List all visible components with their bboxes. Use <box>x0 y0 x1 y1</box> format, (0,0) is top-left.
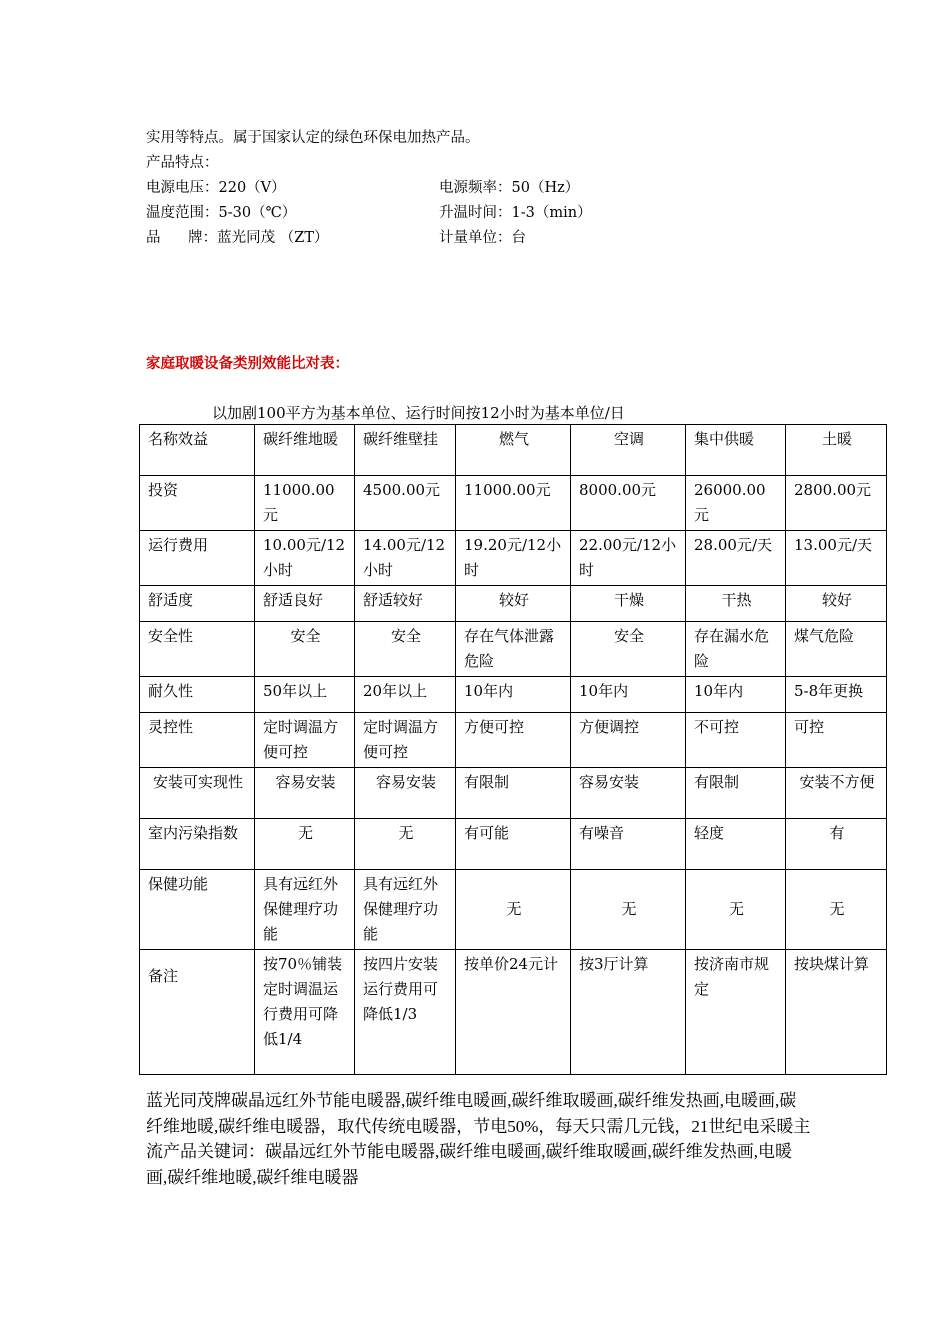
row-label: 运行费用 <box>140 531 255 586</box>
row-label: 投资 <box>140 476 255 531</box>
table-cell: 有限制 <box>686 768 786 819</box>
header-cell: 燃气 <box>456 425 571 476</box>
table-cell: 10年内 <box>456 677 571 713</box>
table-cell: 4500.00元 <box>355 476 456 531</box>
closing-paragraph: 蓝光同茂牌碳晶远红外节能电暖器,碳纤维电暖画,碳纤维取暖画,碳纤维发热画,电暖画,碳纤维地暖,碳纤维电暖器，取代传统电暖器，节电50%，每天只需几元钱，21世纪电采暖主流产品关键词：碳晶远红外节能电暖器,碳纤维电暖画,碳纤维取暖画,碳纤维发热画,电暖画,碳纤维地暖,碳纤维电暖器 <box>146 1091 811 1187</box>
table-cell: 19.20元/12小时 <box>456 531 571 586</box>
intro-line-2: 产品特点： <box>146 155 219 171</box>
row-label: 安装可实现性 <box>140 768 255 819</box>
table-cell: 轻度 <box>686 819 786 870</box>
table-cell: 安全 <box>255 622 355 677</box>
table-cell: 2800.00元 <box>786 476 887 531</box>
table-cell: 按块煤计算 <box>786 950 887 1075</box>
row-label: 安全性 <box>140 622 255 677</box>
header-cell: 碳纤维壁挂 <box>355 425 456 476</box>
table-cell: 按单价24元计 <box>456 950 571 1075</box>
table-header-row <box>140 425 887 476</box>
table-cell: 5-8年更换 <box>786 677 887 713</box>
table-cell: 不可控 <box>686 713 786 768</box>
header-cell: 名称效益 <box>140 425 255 476</box>
table-cell: 50年以上 <box>255 677 355 713</box>
comparison-table <box>139 424 887 1075</box>
table-caption: 以加剧100平方为基本单位、运行时间按12小时为基本单位/日 <box>212 404 625 422</box>
table-row <box>140 677 887 713</box>
table-row <box>140 622 887 677</box>
table-cell: 存在漏水危险 <box>686 622 786 677</box>
table-cell: 干热 <box>686 586 786 622</box>
row-label: 保健功能 <box>140 870 255 950</box>
table-cell: 按3厅计算 <box>571 950 686 1075</box>
table-cell: 无 <box>355 819 456 870</box>
table-cell: 较好 <box>786 586 887 622</box>
row-label: 舒适度 <box>140 586 255 622</box>
table-cell: 存在气体泄露危险 <box>456 622 571 677</box>
table-cell: 10年内 <box>686 677 786 713</box>
table-cell: 按70％铺装定时调温运行费用可降低1/4 <box>255 950 355 1075</box>
table-cell: 无 <box>786 870 887 950</box>
table-cell: 有 <box>786 819 887 870</box>
table-cell: 容易安装 <box>355 768 456 819</box>
table-cell: 无 <box>571 870 686 950</box>
row-label: 灵控性 <box>140 713 255 768</box>
header-cell: 集中供暖 <box>686 425 786 476</box>
table-cell: 11000.00元 <box>255 476 355 531</box>
table-cell: 方便可控 <box>456 713 571 768</box>
row-label: 备注 <box>140 950 255 1075</box>
table-cell: 可控 <box>786 713 887 768</box>
table-cell: 14.00元/12小时 <box>355 531 456 586</box>
table-row <box>140 586 887 622</box>
header-cell: 土暖 <box>786 425 887 476</box>
table-cell: 安装不方便 <box>786 768 887 819</box>
table-cell: 按济南市规定 <box>686 950 786 1075</box>
table-row <box>140 476 887 531</box>
table-cell: 13.00元/天 <box>786 531 887 586</box>
table-cell: 舒适较好 <box>355 586 456 622</box>
table-cell: 按四片安装运行费用可降低1/3 <box>355 950 456 1075</box>
table-cell: 安全 <box>571 622 686 677</box>
table-cell: 有限制 <box>456 768 571 819</box>
table-cell: 10.00元/12小时 <box>255 531 355 586</box>
table-row <box>140 713 887 768</box>
table-cell: 无 <box>255 819 355 870</box>
table-cell: 方便调控 <box>571 713 686 768</box>
table-cell: 有可能 <box>456 819 571 870</box>
row-label: 室内污染指数 <box>140 819 255 870</box>
header-cell: 空调 <box>571 425 686 476</box>
table-cell: 20年以上 <box>355 677 456 713</box>
table-cell: 无 <box>686 870 786 950</box>
table-row <box>140 950 887 1075</box>
table-cell: 26000.00元 <box>686 476 786 531</box>
table-cell: 具有远红外保健理疗功能 <box>355 870 456 950</box>
table-row <box>140 531 887 586</box>
table-cell: 容易安装 <box>571 768 686 819</box>
spec-heatup-time: 升温时间：1-3（min） <box>439 205 592 221</box>
header-cell: 碳纤维地暖 <box>255 425 355 476</box>
table-cell: 22.00元/12小时 <box>571 531 686 586</box>
table-cell: 煤气危险 <box>786 622 887 677</box>
table-row <box>140 768 887 819</box>
table-row <box>140 870 887 950</box>
spec-frequency: 电源频率：50（Hz） <box>439 180 580 196</box>
intro-line-1: 实用等特点。属于国家认定的绿色环保电加热产品。 <box>146 130 480 146</box>
table-cell: 容易安装 <box>255 768 355 819</box>
table-cell: 10年内 <box>571 677 686 713</box>
table-cell: 11000.00元 <box>456 476 571 531</box>
table-cell: 干燥 <box>571 586 686 622</box>
row-label: 耐久性 <box>140 677 255 713</box>
table-cell: 28.00元/天 <box>686 531 786 586</box>
table-title: 家庭取暖设备类别效能比对表： <box>146 356 349 372</box>
table-cell: 无 <box>456 870 571 950</box>
table-cell: 安全 <box>355 622 456 677</box>
spec-unit: 计量单位：台 <box>439 230 526 246</box>
table-cell: 舒适良好 <box>255 586 355 622</box>
spec-temperature: 温度范围：5-30（℃） <box>146 205 297 221</box>
table-cell: 定时调温方便可控 <box>355 713 456 768</box>
table-cell: 较好 <box>456 586 571 622</box>
table-cell: 8000.00元 <box>571 476 686 531</box>
table-cell: 具有远红外保健理疗功能 <box>255 870 355 950</box>
spec-brand: 品 牌：蓝光同茂 （ZT） <box>146 230 329 246</box>
table-row <box>140 819 887 870</box>
table-cell: 定时调温方便可控 <box>255 713 355 768</box>
table-cell: 有噪音 <box>571 819 686 870</box>
spec-voltage: 电源电压：220（V） <box>146 180 286 196</box>
